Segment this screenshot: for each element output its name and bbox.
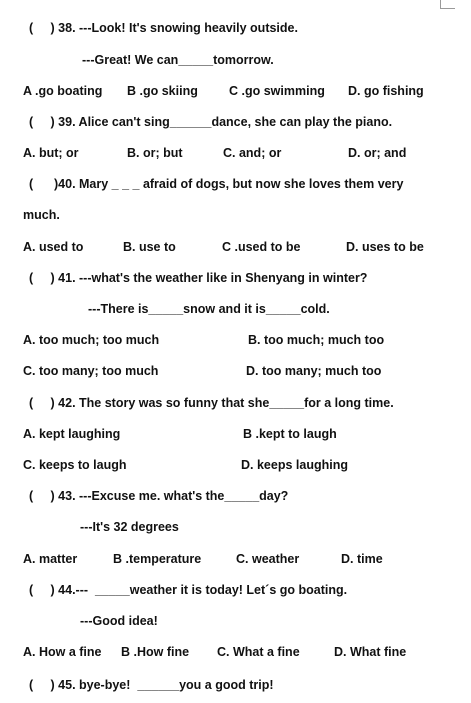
question-38-option-c[interactable]: C .go swimming [229,84,325,98]
question-42-option-b[interactable]: B .kept to laugh [243,427,337,441]
question-41-followup: ---There is_____snow and it is_____cold. [88,302,330,316]
question-39-option-b[interactable]: B. or; but [127,146,183,160]
question-38-stem: ( ) 38. ---Look! It's snowing heavily outside. [29,21,298,35]
question-44-option-c[interactable]: C. What a fine [217,645,300,659]
question-42-option-a[interactable]: A. kept laughing [23,427,121,441]
question-40-stem: ( )40. Mary _ _ _ afraid of dogs, but now she loves them very [29,177,404,191]
question-41-option-b[interactable]: B. too much; much too [248,333,385,347]
question-43-option-a[interactable]: A. matter [23,552,78,566]
question-41-option-d[interactable]: D. too many; much too [246,364,382,378]
question-39-stem: ( ) 39. Alice can't sing______dance, she can play the piano. [29,115,393,129]
question-41-option-a[interactable]: A. too much; too much [23,333,160,347]
question-42-option-c[interactable]: C. keeps to laugh [23,458,127,472]
question-44-option-d[interactable]: D. What fine [334,645,407,659]
question-43-option-b[interactable]: B .temperature [113,552,202,566]
question-40-option-a[interactable]: A. used to [23,240,84,254]
question-44-stem: ( ) 44.--- _____weather it is today! Let´s go boating. [29,583,348,597]
question-45-stem: ( ) 45. bye-bye! ______you a good trip! [29,678,274,692]
question-41-stem: ( ) 41. ---what's the weather like in Shenyang in winter? [29,271,368,285]
question-43-stem: ( ) 43. ---Excuse me. what's the_____day? [29,489,289,503]
question-40-option-c[interactable]: C .used to be [222,240,301,254]
question-40-option-b[interactable]: B. use to [123,240,176,254]
question-44-option-b[interactable]: B .How fine [121,645,190,659]
question-43-followup: ---It's 32 degrees [80,520,179,534]
question-38-option-b[interactable]: B .go skiing [127,84,198,98]
question-40-option-d[interactable]: D. uses to be [346,240,424,254]
question-39-option-d[interactable]: D. or; and [348,146,407,160]
question-44-followup: ---Good idea! [80,614,158,628]
question-42-option-d[interactable]: D. keeps laughing [241,458,348,472]
question-40-stem-continued: much. [23,208,60,222]
page-corner-mark [440,0,455,9]
question-41-option-c[interactable]: C. too many; too much [23,364,159,378]
question-39-option-a[interactable]: A. but; or [23,146,79,160]
question-38-option-a[interactable]: A .go boating [23,84,103,98]
question-39-option-c[interactable]: C. and; or [223,146,282,160]
question-38-option-d[interactable]: D. go fishing [348,84,424,98]
question-42-stem: ( ) 42. The story was so funny that she_____for a long time. [29,396,394,410]
question-38-followup: ---Great! We can_____tomorrow. [82,53,274,67]
question-44-option-a[interactable]: A. How a fine [23,645,102,659]
question-43-option-d[interactable]: D. time [341,552,383,566]
question-43-option-c[interactable]: C. weather [236,552,300,566]
